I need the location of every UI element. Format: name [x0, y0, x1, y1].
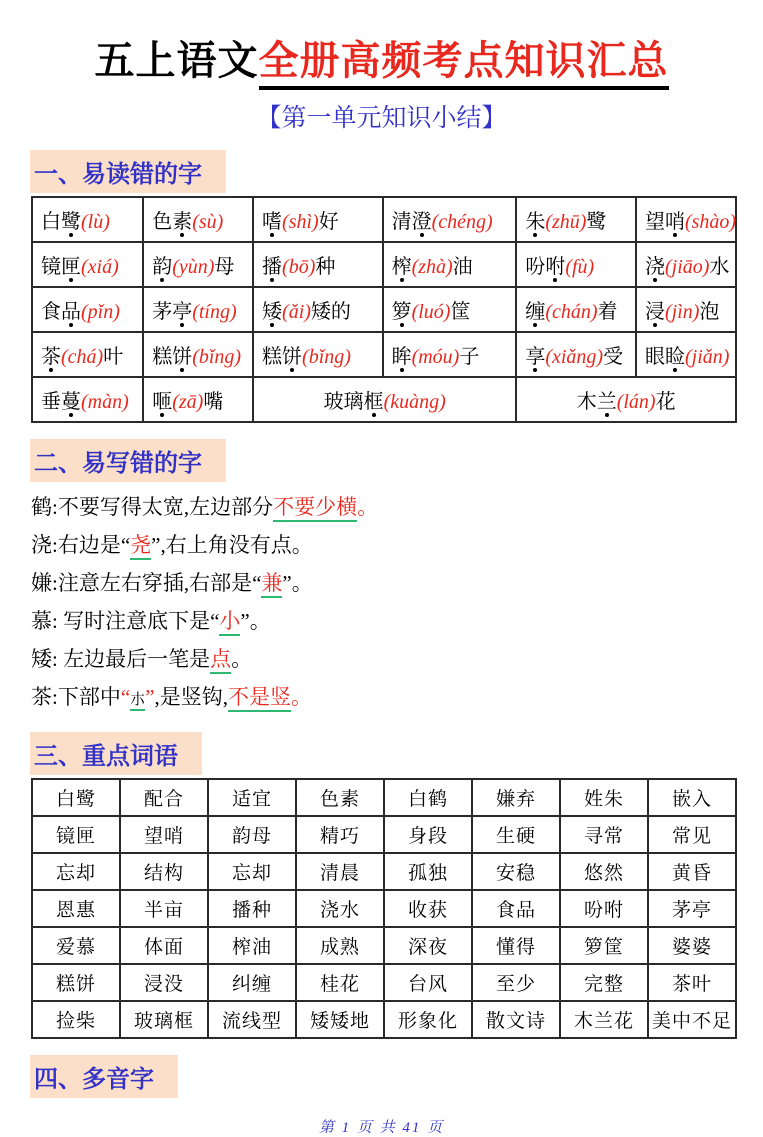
word-cell: 茶(chá)叶	[32, 332, 143, 377]
keyword-cell: 韵母	[208, 816, 296, 853]
word-cell: 浇(jiāo)水	[636, 242, 736, 287]
note-line	[31, 678, 763, 716]
word-cell: 糕饼(bǐng)	[253, 332, 383, 377]
pinyin-label: (xiǎng)	[545, 346, 604, 368]
section-3-heading-row	[30, 732, 763, 775]
keyword-cell: 台风	[384, 964, 472, 1001]
note-highlight: 。	[291, 685, 313, 709]
table-row	[32, 1001, 736, 1038]
note-text: ”。	[240, 609, 271, 633]
pinyin-label: (chán)	[545, 301, 598, 323]
keyword-cell: 浸没	[120, 964, 208, 1001]
word-cell: 清澄(chéng)	[383, 197, 517, 242]
keyword-cell: 清晨	[296, 853, 384, 890]
page-footer: 第 1 页 共 41 页	[318, 1120, 445, 1136]
pinyin-label: (luó)	[411, 301, 451, 323]
emphasized-char: 缠	[525, 301, 546, 323]
keyword-cell: 身段	[384, 816, 472, 853]
note-highlight: 点	[210, 647, 231, 674]
keyword-cell: 体面	[120, 927, 208, 964]
keyword-cell: 茶叶	[648, 964, 736, 1001]
pinyin-label: (zhà)	[411, 256, 453, 278]
emphasized-char: 茶	[41, 346, 61, 368]
emphasized-char: 嗜	[262, 211, 283, 233]
misread-table-body	[32, 197, 736, 422]
emphasized-char: 饼	[172, 346, 193, 368]
keyword-cell: 精巧	[296, 816, 384, 853]
emphasized-char: 眸	[391, 346, 412, 368]
keyword-cell: 深夜	[384, 927, 472, 964]
table-row	[32, 287, 736, 332]
keyword-cell: 常见	[648, 816, 736, 853]
section-1-heading: 一、易读错的字	[30, 150, 226, 193]
keyword-cell: 浇水	[296, 890, 384, 927]
pinyin-label: (bǐng)	[302, 346, 351, 368]
keyword-cell: 茅亭	[648, 890, 736, 927]
keyword-cell: 黄昏	[648, 853, 736, 890]
emphasized-char: 朱	[525, 211, 546, 233]
word-cell: 食品(pǐn)	[32, 287, 143, 332]
emphasized-char: 榨	[391, 256, 412, 278]
table-row	[32, 853, 736, 890]
keyword-cell: 散文诗	[472, 1001, 560, 1038]
keyword-cell: 收获	[384, 890, 472, 927]
pinyin-label: (jiāo)	[664, 256, 710, 278]
word-cell: 色素(sù)	[143, 197, 253, 242]
keyword-cell: 生硬	[472, 816, 560, 853]
note-text: 嫌:注意左右穿插,右部是“	[31, 571, 262, 595]
emphasized-char: 兰	[596, 391, 617, 413]
note-highlight: 不要少横	[273, 495, 357, 522]
pinyin-label: (chéng)	[431, 211, 493, 233]
emphasized-char: 鹭	[61, 211, 81, 233]
keyword-cell: 纠缠	[208, 964, 296, 1001]
note-text: 。	[231, 647, 253, 671]
word-cell: 垂蔓(màn)	[32, 377, 143, 422]
keyword-cell: 榨油	[208, 927, 296, 964]
emphasized-char: 睑	[664, 346, 685, 368]
keyword-cell: 安稳	[472, 853, 560, 890]
word-cell: 咂(zā)嘴	[143, 377, 253, 422]
note-highlight: 尧	[130, 533, 151, 560]
note-highlight: 不是竖	[228, 685, 291, 712]
pinyin-label: (chá)	[61, 346, 104, 368]
word-cell: 播(bō)种	[253, 242, 383, 287]
keyword-cell: 寻常	[560, 816, 648, 853]
keyword-cell: 忘却	[208, 853, 296, 890]
pinyin-label: (tíng)	[192, 301, 237, 323]
emphasized-char: 韵	[152, 256, 173, 278]
word-cell: 浸(jìn)泡	[636, 287, 736, 332]
table-row	[32, 816, 736, 853]
emphasized-char: 享	[525, 346, 546, 368]
keyword-cell: 姓朱	[560, 779, 648, 816]
table-row	[32, 242, 736, 287]
word-cell: 白鹭(lù)	[32, 197, 143, 242]
note-highlight: ”	[145, 685, 155, 709]
emphasized-char: 矮	[262, 301, 283, 323]
word-cell: 玻璃框(kuàng)	[253, 377, 516, 422]
emphasized-char: 品	[61, 301, 81, 323]
word-cell: 糕饼(bǐng)	[143, 332, 253, 377]
emphasized-char: 素	[172, 211, 193, 233]
emphasized-char: 箩	[391, 301, 412, 323]
emphasized-char: 饼	[282, 346, 303, 368]
word-cell: 嗜(shì)好	[253, 197, 383, 242]
keyword-cell: 恩惠	[32, 890, 120, 927]
table-row	[32, 377, 736, 422]
section-2-heading-row	[30, 439, 763, 482]
keyword-cell: 配合	[120, 779, 208, 816]
note-highlight: 兼	[261, 571, 282, 598]
note-line	[31, 602, 763, 640]
table-row	[32, 964, 736, 1001]
section-2-heading: 二、易写错的字	[30, 439, 226, 482]
note-text: 浇:右边是“	[31, 533, 131, 557]
keyword-cell: 忘却	[32, 853, 120, 890]
pinyin-label: (shào)	[684, 211, 737, 233]
word-cell: 茅亭(tíng)	[143, 287, 253, 332]
keyword-cell: 白鹭	[32, 779, 120, 816]
note-highlight: 。	[357, 495, 379, 519]
keyword-cell: 孤独	[384, 853, 472, 890]
keyword-cell: 懂得	[472, 927, 560, 964]
note-line	[31, 488, 763, 526]
keyword-cell: 捡柴	[32, 1001, 120, 1038]
keyword-cell: 形象化	[384, 1001, 472, 1038]
emphasized-char: 澄	[411, 211, 432, 233]
miswritten-notes	[31, 488, 763, 716]
note-text: ,是竖钩,	[154, 685, 229, 709]
pinyin-label: (ǎi)	[282, 301, 311, 323]
title-black-part: 五上语文	[94, 38, 259, 83]
note-line	[31, 526, 763, 564]
pinyin-label: (màn)	[81, 391, 129, 413]
emphasized-char: 咐	[545, 256, 566, 278]
word-cell: 眼睑(jiǎn)	[636, 332, 736, 377]
keyword-cell: 爱慕	[32, 927, 120, 964]
note-line	[31, 640, 763, 678]
keyword-cell: 箩筐	[560, 927, 648, 964]
section-3-heading: 三、重点词语	[30, 732, 202, 775]
keyword-cell: 白鹤	[384, 779, 472, 816]
pinyin-label: (zhū)	[545, 211, 587, 233]
keyword-cell: 悠然	[560, 853, 648, 890]
emphasized-char: 咂	[152, 391, 173, 413]
keywords-table-body	[32, 779, 736, 1038]
keyword-cell: 半亩	[120, 890, 208, 927]
emphasized-char: 匣	[61, 256, 81, 278]
unit-subtitle: 【第一单元知识小结】	[256, 105, 507, 132]
emphasized-char: 哨	[664, 211, 685, 233]
emphasized-char: 框	[363, 391, 384, 413]
pinyin-label: (zā)	[172, 391, 204, 413]
note-text: 鹤:不要写得太宽,左边部分	[31, 495, 274, 519]
section-1-heading-row	[30, 150, 763, 193]
word-cell: 榨(zhà)油	[383, 242, 517, 287]
note-text: ”。	[282, 571, 313, 595]
keyword-cell: 婆婆	[648, 927, 736, 964]
pinyin-label: (fù)	[565, 256, 595, 278]
emphasized-char: 蔓	[61, 391, 81, 413]
keyword-cell: 美中不足	[648, 1001, 736, 1038]
word-cell: 箩(luó)筐	[383, 287, 517, 332]
emphasized-char: 播	[262, 256, 283, 278]
pinyin-label: (lù)	[81, 211, 110, 233]
note-text: 矮: 左边最后一笔是	[31, 647, 211, 671]
pinyin-label: (lán)	[616, 391, 656, 413]
table-row	[32, 332, 736, 377]
pinyin-label: (jìn)	[664, 301, 700, 323]
emphasized-char: 浸	[644, 301, 665, 323]
keyword-cell: 嫌弃	[472, 779, 560, 816]
pinyin-label: (jiǎn)	[684, 346, 730, 368]
note-text: 慕: 写时注意底下是“	[31, 609, 220, 633]
pinyin-label: (shì)	[282, 211, 319, 233]
pinyin-label: (kuàng)	[383, 391, 446, 413]
word-cell: 木兰(lán)花	[516, 377, 736, 422]
table-row	[32, 779, 736, 816]
keyword-cell: 完整	[560, 964, 648, 1001]
keyword-cell: 至少	[472, 964, 560, 1001]
table-row	[32, 890, 736, 927]
note-line	[31, 564, 763, 602]
note-text: 茶:下部中	[31, 685, 121, 709]
pinyin-label: (móu)	[411, 346, 460, 368]
keyword-cell: 玻璃框	[120, 1001, 208, 1038]
emphasized-char: 亭	[172, 301, 193, 323]
keyword-cell: 镜匣	[32, 816, 120, 853]
title-red-part: 全册高频考点知识汇总	[259, 38, 669, 90]
keyword-cell: 矮矮地	[296, 1001, 384, 1038]
pinyin-label: (sù)	[192, 211, 224, 233]
keyword-cell: 望哨	[120, 816, 208, 853]
table-row	[32, 197, 736, 242]
keyword-cell: 木兰花	[560, 1001, 648, 1038]
word-cell: 朱(zhū)鹭	[516, 197, 636, 242]
keyword-cell: 成熟	[296, 927, 384, 964]
keyword-cell: 吩咐	[560, 890, 648, 927]
page-title	[0, 36, 763, 86]
keyword-cell: 流线型	[208, 1001, 296, 1038]
pinyin-label: (yùn)	[172, 256, 215, 278]
note-text: ”,右上角没有点。	[151, 533, 313, 557]
word-cell: 望哨(shào)	[636, 197, 736, 242]
word-cell: 享(xiǎng)受	[516, 332, 636, 377]
pinyin-label: (bǐng)	[192, 346, 242, 368]
pinyin-label: (pǐn)	[81, 301, 120, 323]
keywords-table	[31, 778, 737, 1039]
keyword-cell: 桂花	[296, 964, 384, 1001]
section-4-heading: 四、多音字	[30, 1055, 178, 1098]
word-cell: 镜匣(xiá)	[32, 242, 143, 287]
keyword-cell: 糕饼	[32, 964, 120, 1001]
word-cell: 韵(yùn)母	[143, 242, 253, 287]
keyword-cell: 结构	[120, 853, 208, 890]
word-cell: 吩咐(fù)	[516, 242, 636, 287]
pinyin-label: (bō)	[282, 256, 316, 278]
misread-characters-table	[31, 196, 737, 423]
note-highlight: 朩	[130, 692, 145, 711]
note-highlight: 小	[219, 609, 240, 636]
note-highlight: “	[120, 685, 131, 709]
emphasized-char: 浇	[644, 256, 665, 278]
keyword-cell: 播种	[208, 890, 296, 927]
keyword-cell: 色素	[296, 779, 384, 816]
pinyin-label: (xiá)	[81, 256, 119, 278]
keyword-cell: 嵌入	[648, 779, 736, 816]
keyword-cell: 适宜	[208, 779, 296, 816]
section-4-heading-row	[30, 1055, 763, 1098]
word-cell: 眸(móu)子	[383, 332, 517, 377]
word-cell: 矮(ǎi)矮的	[253, 287, 383, 332]
keyword-cell: 食品	[472, 890, 560, 927]
word-cell: 缠(chán)着	[516, 287, 636, 332]
table-row	[32, 927, 736, 964]
